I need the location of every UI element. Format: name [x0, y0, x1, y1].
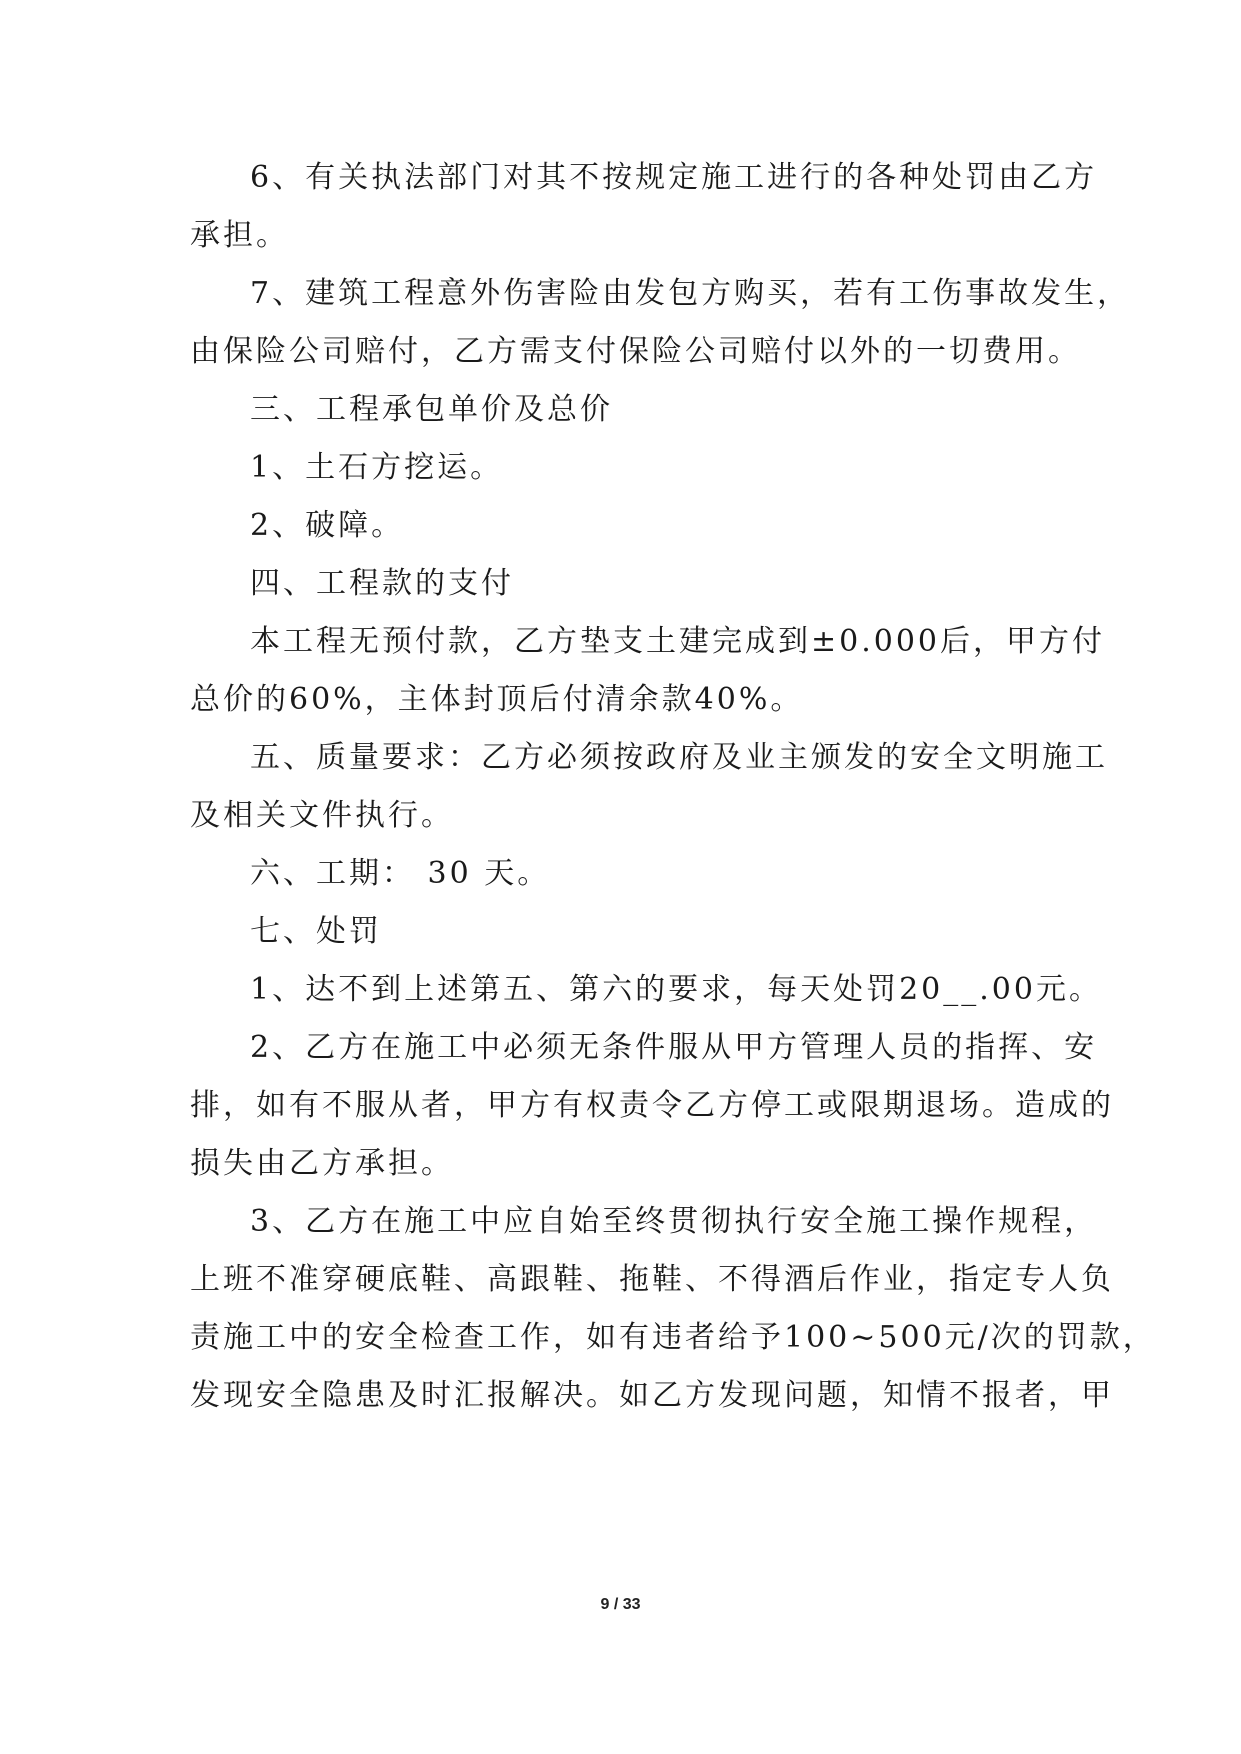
paragraph-line: 损失由乙方承担。 — [190, 1146, 454, 1181]
paragraph-line: 7、建筑工程意外伤害险由发包方购买，若有工伤事故发生， — [250, 276, 1131, 311]
section-heading: 四、工程款的支付 — [250, 566, 514, 601]
paragraph-line: 上班不准穿硬底鞋、高跟鞋、拖鞋、不得酒后作业，指定专人负 — [190, 1262, 1114, 1297]
paragraph-line: 1、土石方挖运。 — [250, 450, 504, 485]
paragraph-line: 本工程无预付款，乙方垫支土建完成到±0.000后，甲方付 — [250, 624, 1106, 659]
paragraph-line: 2、破障。 — [250, 508, 405, 543]
paragraph-line: 及相关文件执行。 — [190, 798, 454, 833]
paragraph-line: 1、达不到上述第五、第六的要求，每天处罚20__.00元。 — [250, 972, 1102, 1007]
paragraph-line: 3、乙方在施工中应自始至终贯彻执行安全施工操作规程， — [250, 1204, 1098, 1239]
paragraph-line: 排，如有不服从者，甲方有权责令乙方停工或限期退场。造成的 — [190, 1088, 1114, 1123]
paragraph-line: 总价的60%，主体封顶后付清余款40%。 — [190, 682, 804, 717]
page-number: 9 / 33 — [600, 1596, 641, 1613]
section-heading: 六、工期： 30 天。 — [250, 856, 551, 891]
section-heading: 五、质量要求：乙方必须按政府及业主颁发的安全文明施工 — [250, 740, 1108, 775]
section-heading: 七、处罚 — [250, 914, 382, 949]
paragraph-line: 发现安全隐患及时汇报解决。如乙方发现问题，知情不报者，甲 — [190, 1378, 1114, 1413]
section-heading: 三、工程承包单价及总价 — [250, 392, 613, 427]
paragraph-line: 2、乙方在施工中必须无条件服从甲方管理人员的指挥、安 — [250, 1030, 1098, 1065]
paragraph-line: 承担。 — [190, 218, 289, 253]
paragraph-line: 责施工中的安全检查工作，如有违者给予100~500元/次的罚款， — [190, 1320, 1156, 1355]
paragraph-line: 由保险公司赔付，乙方需支付保险公司赔付以外的一切费用。 — [190, 334, 1081, 369]
paragraph-line: 6、有关执法部门对其不按规定施工进行的各种处罚由乙方 — [250, 160, 1098, 195]
